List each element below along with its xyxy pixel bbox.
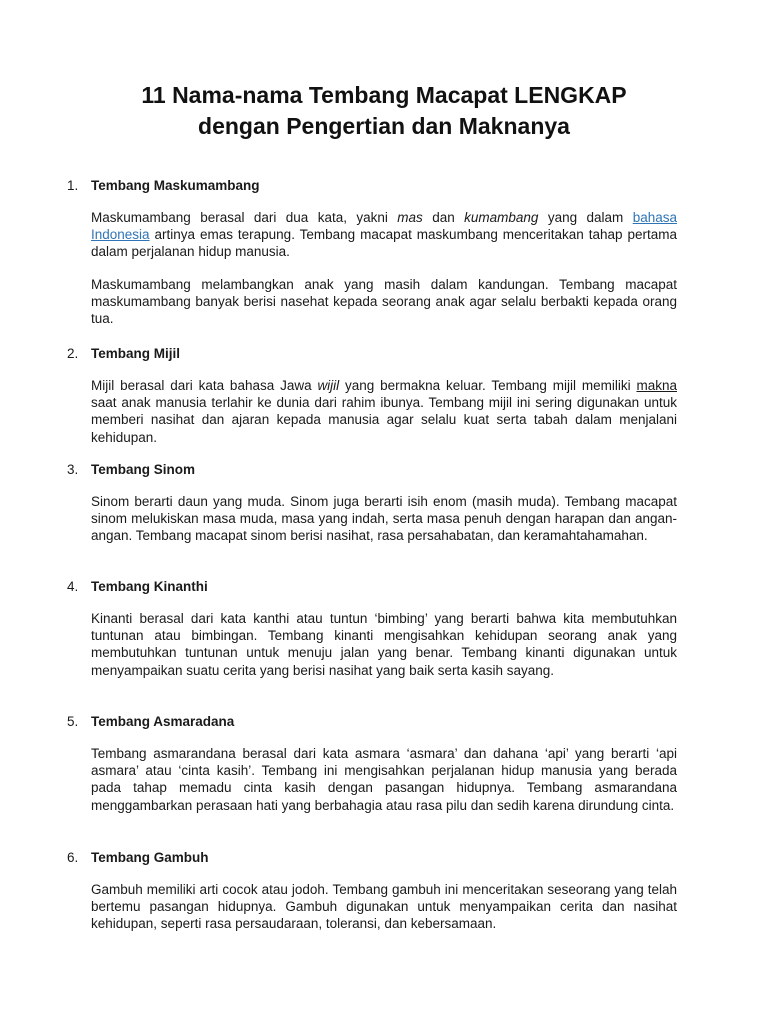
item-heading [67,578,677,595]
italic-term: kumambang [464,210,539,225]
item-number: 4. [67,579,79,594]
item-heading [67,461,677,478]
item-heading-text: Tembang Sinom [91,462,196,477]
item-paragraph: Sinom berarti daun yang muda. Sinom juga berarti isih enom (masih muda). Tembang macapat sinom melukiskan masa muda, masa yang indah, serta masa penuh dengan harapan dan angan-angan. Tembang macapat sinom berisi nasihat, rasa persahabatan, dan keramahtahamahan. [91,494,677,544]
italic-term: wijil [317,378,340,393]
title-line-2: dengan Pengertian dan Maknanya [198,113,570,139]
item-paragraph: Maskumambang berasal dari dua kata, yakni mas dan kumambang yang dalam bahasa Indonesia artinya emas terapung. Tembang macapat maskumbang menceritakan tahap pertama dalam perjalanan hidup manusia. [91,210,677,260]
item-number: 6. [67,850,79,865]
item-number: 5. [67,714,79,729]
item-heading-text: Tembang Gambuh [91,850,209,865]
item-paragraph: Maskumambang melambangkan anak yang masih dalam kandungan. Tembang macapat maskumambang banyak berisi nasehat kepada seorang anak agar selalu berbakti kepada orang tua. [91,276,677,327]
item-heading-text: Tembang Maskumambang [91,178,260,193]
title-line-1: 11 Nama-nama Tembang Macapat LENGKAP [141,82,627,108]
item-heading-text: Tembang Asmaradana [91,714,235,729]
item-heading [67,177,677,194]
item-heading-text: Tembang Mijil [91,346,181,361]
item-heading [67,849,677,866]
italic-term: mas [397,210,423,225]
bahasa-indonesia-link[interactable]: bahasa Indonesia [91,210,677,243]
document-title [60,80,708,142]
item-heading [67,345,677,362]
list-item-gambuh [67,849,677,933]
item-paragraph: Tembang asmarandana berasal dari kata asmara ‘asmara’ dan dahana ‘api’ yang berarti ‘api asmara’ atau ‘cinta kasih’. Tembang ini mengisahkan perjalanan hidup manusia yang berada pada tahap memadu cinta kasih dengan pasangan hidupnya. Tembang asmarandana menggambarkan perasaan hati yang berbahagia atau rasa pilu dan sedih karena dirundung cinta. [91,746,677,813]
item-paragraph: Gambuh memiliki arti cocok atau jodoh. Tembang gambuh ini menceritakan seseorang yang telah bertemu pasangan hidupnya. Gambuh digunakan untuk menyampaikan cerita dan nasihat kehidupan, seperti rasa persaudaraan, toleransi, dan kebersamaan. [91,882,677,932]
item-heading-text: Tembang Kinanthi [91,579,208,594]
makna-link[interactable]: makna [636,378,678,393]
item-number: 3. [67,462,79,477]
list-item-sinom [67,461,677,545]
item-number: 2. [67,346,79,361]
list-item-mijil [67,345,678,446]
list-item-asmaradana [67,713,677,814]
list-item-kinanthi [67,578,677,679]
item-heading [67,713,677,730]
list-item-maskumambang [67,177,677,327]
item-number: 1. [67,178,79,193]
item-paragraph: Mijil berasal dari kata bahasa Jawa wijil yang bermakna keluar. Tembang mijil memiliki makna saat anak manusia terlahir ke dunia dari rahim ibunya. Tembang mijil ini sering digunakan untuk memberi nasihat dan ajaran kepada manusia agar selalu kuat serta tabah dalam menjalani kehidupan. [91,378,678,445]
item-paragraph: Kinanti berasal dari kata kanthi atau tuntun ‘bimbing’ yang berarti bahwa kita membutuhkan tuntunan atau bimbingan. Tembang kinanti mengisahkan kehidupan seorang anak yang membutuhkan tuntunan untuk menuju jalan yang benar. Tembang kinanti digunakan untuk menyampaikan suatu cerita yang berisi nasihat yang baik serta kasih sayang. [91,611,677,678]
